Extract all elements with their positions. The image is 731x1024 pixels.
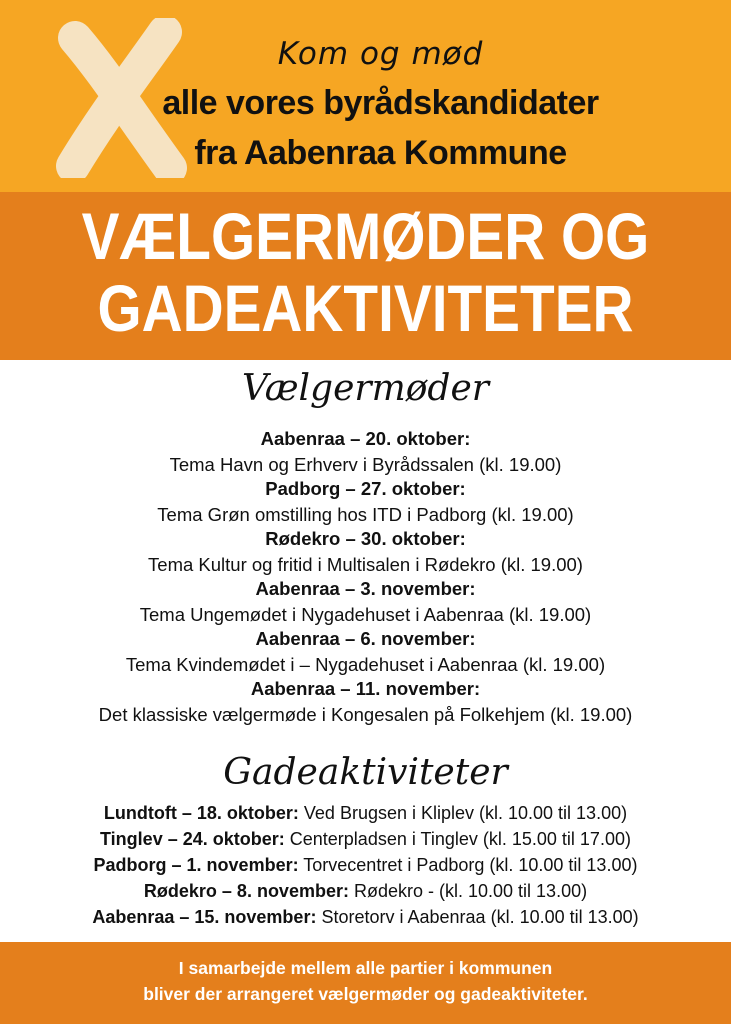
footer-band bbox=[0, 942, 731, 1024]
meeting-item bbox=[0, 478, 731, 528]
meeting-date: Aabenraa – 20. oktober: bbox=[260, 428, 471, 449]
meeting-description: Tema Havn og Erhverv i Byrådssalen (kl. 19.00) bbox=[169, 454, 562, 475]
street-description: Centerpladsen i Tinglev (kl. 15.00 til 17.00) bbox=[289, 829, 631, 849]
meeting-item bbox=[0, 428, 731, 478]
page-title-line-1: VÆLGERMØDER OG bbox=[81, 199, 650, 273]
list-item bbox=[0, 906, 731, 932]
street-description: Torvecentret i Padborg (kl. 10.00 til 13.00) bbox=[303, 855, 638, 875]
street-date: Tinglev – 24. oktober: bbox=[100, 829, 285, 849]
street-date: Lundtoft – 18. oktober: bbox=[103, 803, 299, 823]
street-description: Rødekro - (kl. 10.00 til 13.00) bbox=[353, 881, 588, 901]
meeting-description: Tema Ungemødet i Nygadehuset i Aabenraa (kl. 19.00) bbox=[139, 604, 592, 625]
street-description: Storetorv i Aabenraa (kl. 10.00 til 13.00) bbox=[321, 907, 639, 927]
street-date: Aabenraa – 15. november: bbox=[92, 907, 317, 927]
meetings-heading: Vælgermøder bbox=[242, 368, 489, 409]
meeting-item bbox=[0, 628, 731, 678]
header-line-1: alle vores byrådskandidater bbox=[162, 84, 599, 122]
list-item bbox=[0, 828, 731, 854]
list-item bbox=[0, 854, 731, 880]
meeting-date: Aabenraa – 3. november: bbox=[255, 578, 476, 599]
meeting-description: Tema Grøn omstilling hos ITD i Padborg (kl. 19.00) bbox=[157, 504, 574, 525]
street-heading: Gadeaktiviteter bbox=[223, 752, 508, 793]
list-item bbox=[0, 802, 731, 828]
meeting-date: Aabenraa – 11. november: bbox=[250, 678, 481, 699]
header-intro: Kom og mød bbox=[277, 36, 484, 72]
meeting-item bbox=[0, 678, 731, 728]
street-description: Ved Brugsen i Kliplev (kl. 10.00 til 13.00) bbox=[303, 803, 628, 823]
meeting-description: Det klassiske vælgermøde i Kongesalen på Folkehjem (kl. 19.00) bbox=[98, 704, 633, 725]
street-date: Padborg – 1. november: bbox=[93, 855, 299, 875]
meeting-date: Aabenraa – 6. november: bbox=[255, 628, 476, 649]
meeting-description: Tema Kvindemødet i – Nygadehuset i Aabenraa (kl. 19.00) bbox=[125, 654, 606, 675]
meeting-description: Tema Kultur og fritid i Multisalen i Rødekro (kl. 19.00) bbox=[148, 554, 583, 575]
page-title-line-2: GADEAKTIVITETER bbox=[97, 271, 634, 345]
street-date: Rødekro – 8. november: bbox=[143, 881, 349, 901]
footer-line-2: bliver der arrangeret vælgermøder og gadeaktiviteter. bbox=[143, 984, 588, 1004]
footer-line-1: I samarbejde mellem alle partier i kommunen bbox=[178, 958, 553, 978]
list-item bbox=[0, 880, 731, 906]
street-activity-list bbox=[0, 802, 731, 932]
meeting-date: Padborg – 27. oktober: bbox=[265, 478, 466, 499]
header-line-2: fra Aabenraa Kommune bbox=[194, 134, 567, 172]
meeting-item bbox=[0, 578, 731, 628]
meeting-date: Rødekro – 30. oktober: bbox=[265, 528, 466, 549]
meeting-item bbox=[0, 528, 731, 578]
